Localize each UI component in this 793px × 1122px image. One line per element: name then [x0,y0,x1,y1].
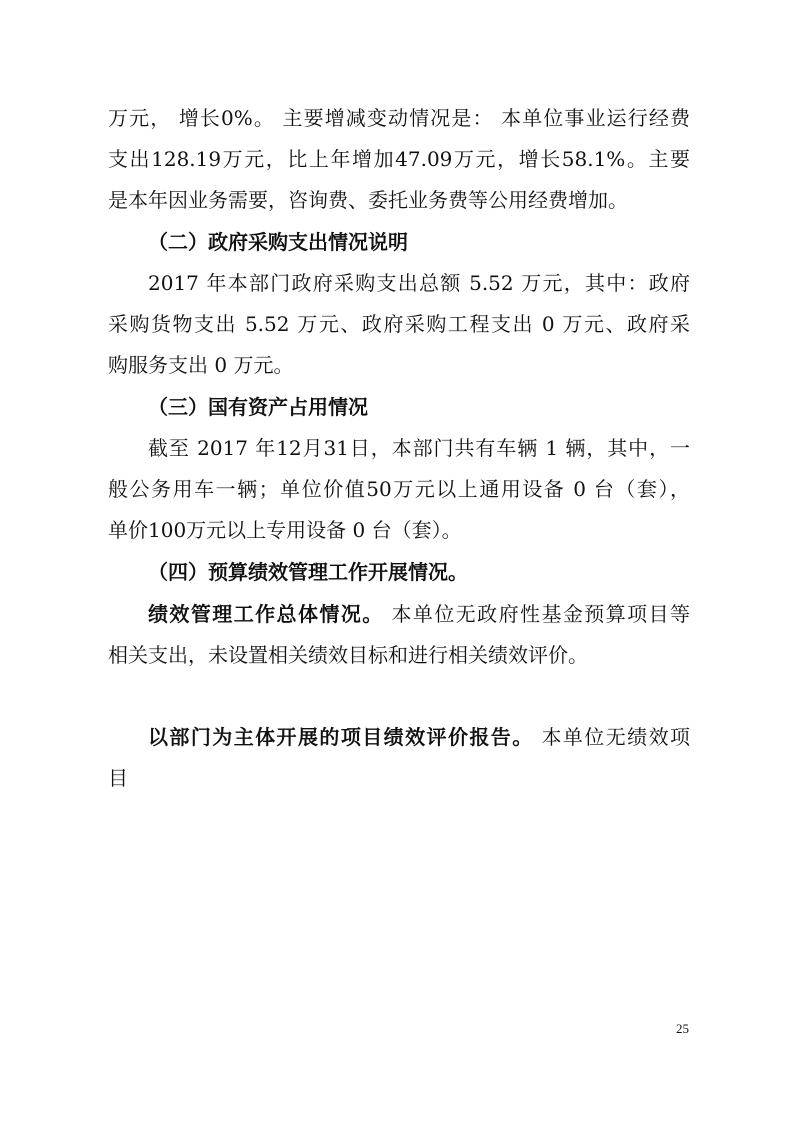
paragraph-line: 支出128.19万元，比上年增加47.09万元，增长58.1%。主要 [108,147,690,171]
paragraph-line: 截至 2017 年12月31日，本部门共有车辆 1 辆，其中，一 [148,436,690,460]
paragraph-line: 单价100万元以上专用设备 0 台（套）。 [108,518,462,542]
inline-bold-heading: 绩效管理工作总体情况。 [148,602,384,626]
paragraph-line: 购服务支出 0 万元。 [108,353,294,377]
inline-bold-heading: 以部门为主体开展的项目绩效评价报告。 [148,725,534,749]
section-heading: （二）政府采购支出情况说明 [148,230,408,254]
paragraph-line: 万元， 增长0%。 主要增减变动情况是： 本单位事业运行经费 [108,106,690,130]
section-heading: （三）国有资产占用情况 [148,395,368,419]
paragraph-line [148,725,690,749]
paragraph-line: 2017 年本部门政府采购支出总额 5.52 万元，其中：政府 [148,271,690,295]
paragraph-line: 采购货物支出 5.52 万元、政府采购工程支出 0 万元、政府采 [108,312,690,336]
paragraph-line: 般公务用车一辆；单位价值50万元以上通用设备 0 台（套）， [108,477,690,501]
page-number: 25 [676,1021,689,1036]
paragraph-text: 本单位无政府性基金预算项目等 [383,602,690,626]
paragraph-line: 目 [108,766,128,790]
paragraph-line [148,602,690,626]
section-heading: （四）预算绩效管理工作开展情况。 [148,560,468,584]
paragraph-line: 是本年因业务需要，咨询费、委托业务费等公用经费增加。 [108,188,628,212]
paragraph-line: 相关支出，未设置相关绩效目标和进行相关绩效评价。 [108,643,588,667]
paragraph-text: 本单位无绩效项 [533,725,690,749]
